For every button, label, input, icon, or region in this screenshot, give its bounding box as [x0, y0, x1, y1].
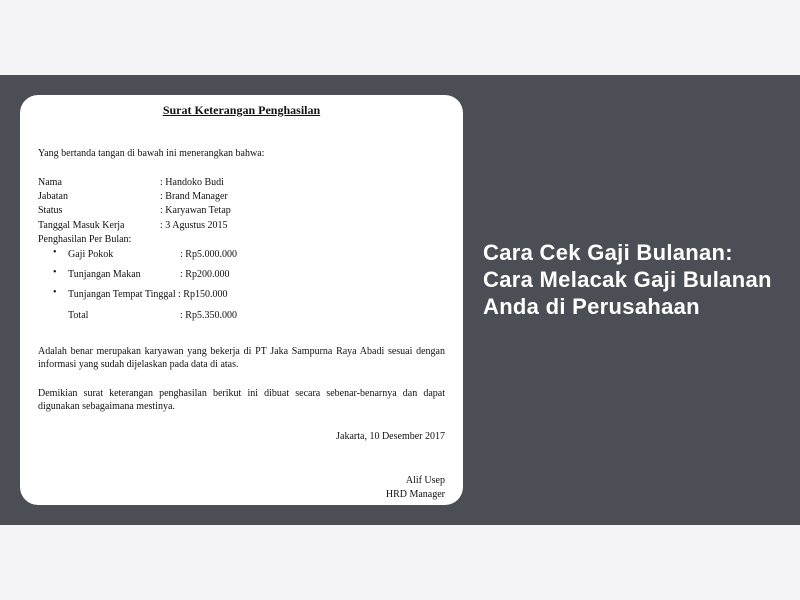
- total-label: Total: [68, 310, 89, 321]
- field-label-tanggal: Tanggal Masuk Kerja: [38, 220, 125, 231]
- date-place: Jakarta, 10 Desember 2017: [336, 431, 445, 442]
- field-value-jabatan: : Brand Manager: [160, 191, 228, 202]
- paragraph-2: Demikian surat keterangan penghasilan berikut ini dibuat secara sebenar-benarnya dan dapat digunakan sebagaimana mestinya.: [38, 388, 445, 412]
- bullet-icon: •: [53, 267, 57, 278]
- article-headline[interactable]: Cara Cek Gaji Bulanan: Cara Melacak Gaji Bulanan Anda di Perusahaan: [483, 240, 772, 319]
- letter-title: Surat Keterangan Penghasilan: [162, 103, 321, 117]
- bullet-icon: •: [53, 287, 57, 298]
- field-label-status: Status: [38, 205, 63, 216]
- total-value: : Rp5.350.000: [180, 310, 237, 321]
- letter-intro: Yang bertanda tangan di bawah ini menerangkan bahwa:: [38, 148, 265, 159]
- field-label-jabatan: Jabatan: [38, 191, 68, 202]
- field-value-status: : Karyawan Tetap: [160, 205, 231, 216]
- letter-image: [20, 95, 463, 505]
- income-value-tempat: : Rp150.000: [178, 289, 228, 300]
- field-label-nama: Nama: [38, 177, 62, 188]
- signer-name: Alif Usep: [405, 475, 445, 486]
- bullet-icon: •: [53, 247, 57, 258]
- field-value-tanggal: : 3 Agustus 2015: [160, 220, 228, 231]
- income-label-tempat: Tunjangan Tempat Tinggal: [68, 289, 176, 300]
- signer-role: HRD Manager: [385, 489, 445, 500]
- income-label-gaji: Gaji Pokok: [68, 249, 114, 260]
- income-value-makan: : Rp200.000: [180, 269, 230, 280]
- income-label-makan: Tunjangan Makan: [68, 269, 141, 280]
- income-value-gaji: : Rp5.000.000: [180, 249, 237, 260]
- paragraph-1: Adalah benar merupakan karyawan yang bekerja di PT Jaka Sampurna Raya Abadi sesuai dengan informasi yang sudah dijelaskan pada data di atas.: [38, 346, 445, 370]
- income-heading: Penghasilan Per Bulan:: [38, 234, 132, 245]
- field-value-nama: : Handoko Budi: [160, 177, 224, 188]
